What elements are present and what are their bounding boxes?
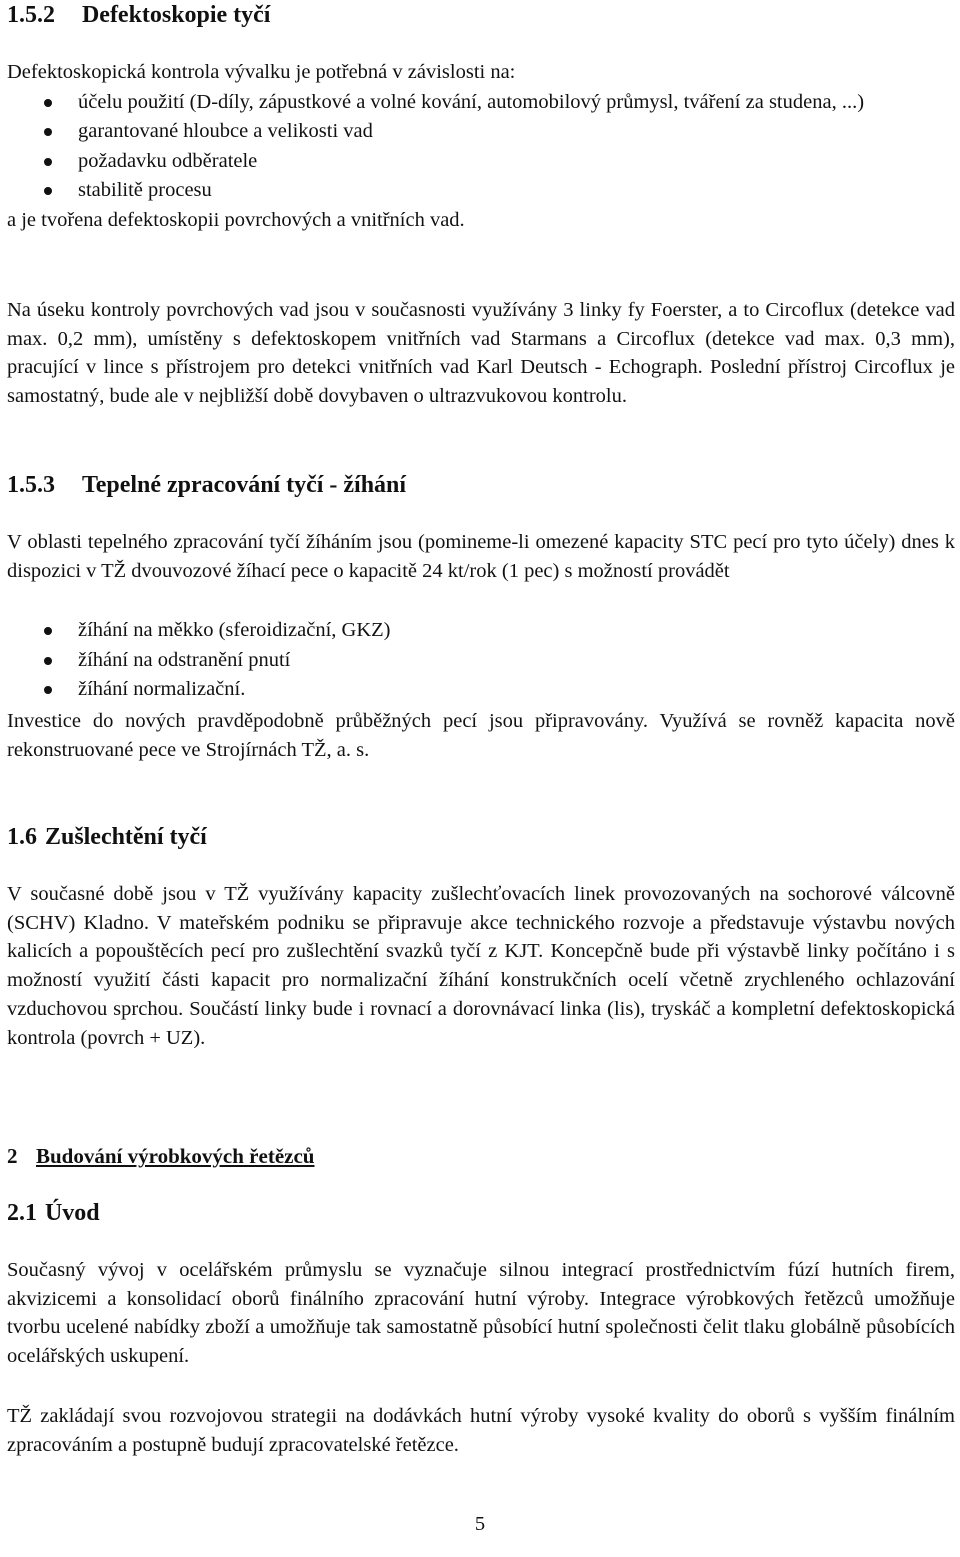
paragraph: Investice do nových pravděpodobně průběžných pecí jsou připravovány. Využívá se rovněž kapacita nově rekonstruované pece ve Strojírnách TŽ, a. s.	[7, 710, 955, 761]
paragraph: Na úseku kontroly povrchových vad jsou v současnosti využívány 3 linky fy Foerster, a to Circoflux (detekce vad max. 0,2 mm), umístěny s defektoskopem vnitřních vad Starmans a Circoflux (detekce vad max. 0,3 mm), pracující v lince s přístrojem pro detekci vnitřních vad Karl Deutsch - Echograph. Poslední přístroj Circoflux je samostatný, bude ale v nejbližší době dovybaven o ultrazvukovou kontrolu.	[7, 299, 955, 408]
chapter-heading-2	[7, 1142, 955, 1170]
heading-number: 1.6	[7, 824, 37, 850]
bullet-list	[7, 88, 955, 206]
paragraph: V současné době jsou v TŽ využívány kapacity zušlechťovacích linek provozovaných na sochorové válcovně (SCHV) Kladno. V mateřském podniku se připravuje akce technického rozvoje a představuje výstavbu nových kalicích a popouštěcích pecí pro zušlechtění svazků tyčí z KJT. Koncepčně bude při výstavbě linky počítáno i s možností využití části kapacit pro normalizační žíhání konstrukčních ocelí včetně zrychleného ochlazování vzduchovou sprchou. Součástí linky bude i rovnací a dorovnávací linka (lis), tryskáč a kompletní defektoskopická kontrola (povrch + UZ).	[7, 883, 955, 1049]
heading-title: Úvod	[45, 1200, 100, 1226]
list-item: požadavku odběratele	[7, 147, 955, 177]
heading-number: 1.5.2	[7, 2, 55, 28]
heading-title: Tepelné zpracování tyčí - žíhání	[82, 472, 407, 498]
list-item: stabilitě procesu	[7, 176, 955, 206]
heading-number: 2	[7, 1144, 18, 1168]
closing-text: a je tvořena defektoskopii povrchových a vnitřních vad.	[7, 208, 465, 231]
heading-title: Defektoskopie tyčí	[82, 2, 271, 28]
section-heading-1-6	[7, 824, 955, 850]
heading-title: Zušlechtění tyčí	[45, 824, 207, 850]
paragraph: V oblasti tepelného zpracování tyčí žíháním jsou (pomineme-li omezené kapacity STC pecí pro tyto účely) dnes k dispozici v TŽ dvouvozové žíhací pece o kapacitě 24 kt/rok (1 pec) s možností provádět	[7, 531, 955, 582]
section-heading-1-5-2	[7, 2, 955, 28]
list-item: účelu použití (D-díly, zápustkové a volné kování, automobilový průmysl, tváření za studena, ...)	[7, 88, 955, 118]
section-heading-1-5-3	[7, 472, 955, 498]
page-number: 5	[474, 1513, 486, 1535]
paragraph: Současný vývoj v ocelářském průmyslu se vyznačuje silnou integrací prostřednictvím fúzí hutních firem, akvizicemi a konsolidací oborů finálního zpracování hutní výroby. Integrace výrobkových řetězců umožňuje tvorbu ucelené nabídky zboží a umožňuje tak samostatně působící hutní společnosti čelit tlaku globálně působících ocelářských uskupení.	[7, 1259, 955, 1368]
section-heading-2-1	[7, 1200, 955, 1226]
list-item: žíhání na měkko (sferoidizační, GKZ)	[7, 616, 955, 646]
heading-title: Budování výrobkových řetězců	[36, 1144, 315, 1168]
heading-number: 1.5.3	[7, 472, 55, 498]
list-item: žíhání normalizační.	[7, 675, 955, 705]
bullet-list	[7, 616, 955, 705]
section-1-5-2-list-block	[7, 58, 955, 235]
list-item: žíhání na odstranění pnutí	[7, 646, 955, 676]
intro-text: Defektoskopická kontrola vývalku je potřebná v závislosti na:	[7, 61, 516, 83]
list-item: garantované hloubce a velikosti vad	[7, 117, 955, 147]
paragraph: TŽ zakládají svou rozvojovou strategii na dodávkách hutní výroby vysoké kvality do oborů s vyšším finálním zpracováním a postupně budují zpracovatelské řetězce.	[7, 1405, 955, 1456]
heading-number: 2.1	[7, 1200, 37, 1226]
